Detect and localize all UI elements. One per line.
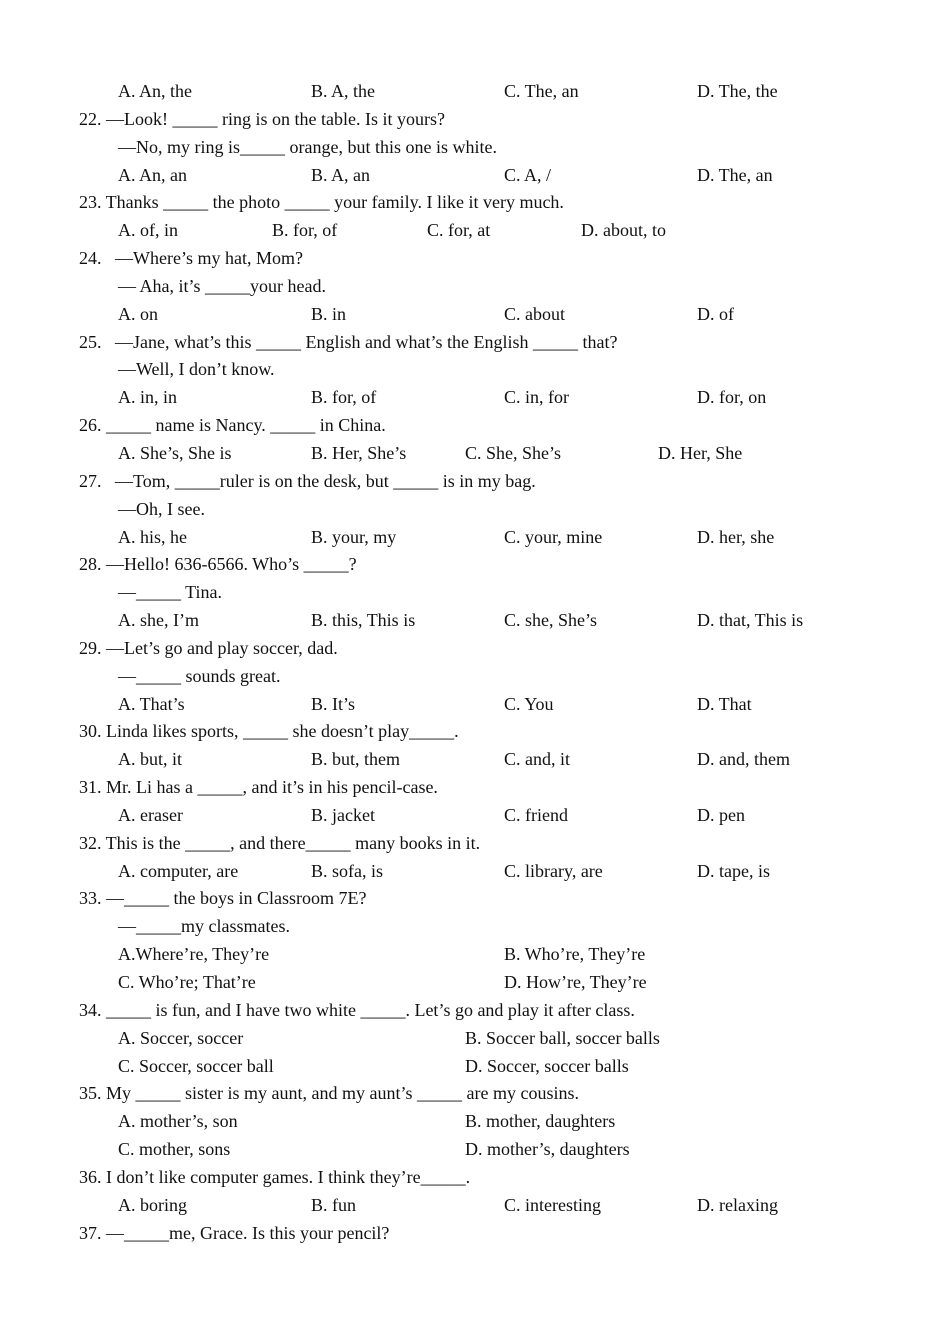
answer-option: D. for, on (697, 387, 767, 408)
answer-option: D. tape, is (697, 860, 770, 881)
answer-option: B. A, an (311, 164, 371, 185)
question-stem: 34. _____ is fun, and I have two white _____. Let’s go and play it after class. (79, 999, 635, 1020)
answer-option: A. his, he (118, 526, 187, 547)
answer-option: B. sofa, is (311, 860, 383, 881)
answer-options (0, 1108, 950, 1136)
answer-option: C. in, for (504, 387, 569, 408)
answer-option: D. her, she (697, 526, 775, 547)
answer-option: D. The, the (697, 81, 778, 101)
question-stem: 37. —_____me, Grace. Is this your pencil? (79, 1222, 390, 1243)
answer-options (0, 746, 950, 774)
answer-option: C. friend (504, 804, 568, 825)
answer-option: C. She, She’s (465, 442, 562, 463)
question-stem: 33. —_____ the boys in Classroom 7E? (79, 888, 367, 909)
answer-option: B. Her, She’s (311, 442, 407, 463)
answer-option: A. She’s, She is (118, 442, 232, 463)
answer-option: B. jacket (311, 804, 375, 825)
dialogue-line: — Aha, it’s _____your head. (118, 275, 326, 296)
answer-option: B. A, the (311, 81, 376, 101)
question-stem: 35. My _____ sister is my aunt, and my aunt’s _____ are my cousins. (79, 1083, 579, 1104)
answer-option: D. The, an (697, 164, 773, 185)
answer-option: A. An, an (118, 164, 187, 185)
answer-options (0, 1053, 950, 1081)
dialogue-line: —No, my ring is_____ orange, but this one is white. (118, 136, 497, 157)
answer-option: C. mother, sons (118, 1139, 231, 1160)
answer-option: D. That (697, 693, 752, 714)
answer-option: A. An, the (118, 81, 192, 101)
answer-option: C. and, it (504, 749, 570, 770)
answer-option: A.Where’re, They’re (118, 944, 270, 965)
question-stem: 28. —Hello! 636-6566. Who’s _____? (79, 554, 357, 575)
answer-option: D. Her, She (658, 442, 743, 463)
exam-page (0, 78, 950, 1247)
question-stem: 29. —Let’s go and play soccer, dad. (79, 637, 338, 658)
answer-option: C. interesting (504, 1194, 601, 1215)
answer-option: A. mother’s, son (118, 1111, 238, 1132)
question-stem: 23. Thanks _____ the photo _____ your family. I like it very much. (79, 192, 564, 213)
answer-option: A. boring (118, 1194, 187, 1215)
answer-option: B. in (311, 303, 347, 324)
answer-option: B. for, of (272, 220, 338, 241)
answer-option: D. that, This is (697, 610, 804, 631)
answer-options (0, 384, 950, 412)
question-stem: 32. This is the _____, and there_____ many books in it. (79, 832, 481, 853)
answer-option: D. of (697, 303, 734, 324)
answer-options (0, 301, 950, 329)
answer-option: A. in, in (118, 387, 178, 408)
answer-option: D. mother’s, daughters (465, 1139, 630, 1160)
question-stem: 26. _____ name is Nancy. _____ in China. (79, 415, 386, 436)
answer-option: B. but, them (311, 749, 400, 770)
question-stem: 31. Mr. Li has a _____, and it’s in his pencil-case. (79, 777, 438, 798)
answer-option: D. Soccer, soccer balls (465, 1055, 629, 1076)
answer-option: D. about, to (581, 220, 666, 241)
answer-option: C. You (504, 693, 554, 714)
answer-options (0, 691, 950, 719)
answer-option: A. computer, are (118, 860, 239, 881)
answer-option: C. about (504, 303, 565, 324)
answer-option: A. eraser (118, 804, 183, 825)
answer-option: C. A, / (504, 164, 552, 185)
answer-option: B. your, my (311, 526, 397, 547)
answer-options (0, 1136, 950, 1164)
answer-option: C. Soccer, soccer ball (118, 1055, 274, 1076)
question-stem: 24. —Where’s my hat, Mom? (79, 248, 303, 269)
answer-options (0, 1192, 950, 1220)
answer-option: D. How’re, They’re (504, 972, 647, 992)
question-stem: 36. I don’t like computer games. I think they’re_____. (79, 1166, 471, 1187)
answer-option: C. library, are (504, 860, 603, 881)
answer-option: D. pen (697, 804, 745, 825)
answer-option: A. but, it (118, 749, 183, 770)
answer-option: D. and, them (697, 749, 790, 770)
answer-option: D. relaxing (697, 1194, 778, 1215)
question-stem: 30. Linda likes sports, _____ she doesn’t play_____. (79, 721, 459, 742)
answer-option: C. The, an (504, 81, 579, 101)
dialogue-line: —_____my classmates. (118, 916, 290, 937)
answer-options (0, 78, 950, 106)
answer-options (0, 969, 950, 997)
answer-option: B. Who’re, They’re (504, 944, 646, 965)
question-stem: 22. —Look! _____ ring is on the table. Is it yours? (79, 108, 445, 129)
answer-options (0, 524, 950, 552)
answer-option: A. of, in (118, 220, 178, 241)
answer-option: C. your, mine (504, 526, 603, 547)
dialogue-line: —Oh, I see. (118, 498, 205, 519)
answer-option: B. fun (311, 1194, 356, 1215)
answer-options (0, 217, 950, 245)
answer-option: A. That’s (118, 693, 185, 714)
answer-options (0, 941, 950, 969)
answer-option: B. this, This is (311, 610, 416, 631)
answer-options (0, 162, 950, 190)
answer-option: C. for, at (427, 220, 491, 241)
question-stem: 25. —Jane, what’s this _____ English and what’s the English _____ that? (79, 331, 618, 352)
answer-option: C. she, She’s (504, 610, 598, 631)
answer-options (0, 1025, 950, 1053)
question-stem: 27. —Tom, _____ruler is on the desk, but _____ is in my bag. (79, 470, 536, 491)
answer-option: B. Soccer ball, soccer balls (465, 1027, 660, 1048)
answer-options (0, 858, 950, 886)
answer-option: A. on (118, 303, 158, 324)
dialogue-line: —Well, I don’t know. (118, 359, 275, 380)
answer-option: C. Who’re; That’re (118, 972, 256, 992)
answer-option: A. she, I’m (118, 610, 199, 631)
answer-options (0, 440, 950, 468)
answer-option: B. It’s (311, 693, 356, 714)
answer-options (0, 607, 950, 635)
dialogue-line: —_____ Tina. (118, 582, 223, 603)
answer-options (0, 802, 950, 830)
answer-option: B. for, of (311, 387, 377, 408)
answer-option: B. mother, daughters (465, 1111, 616, 1132)
dialogue-line: —_____ sounds great. (118, 665, 281, 686)
answer-option: A. Soccer, soccer (118, 1027, 244, 1048)
